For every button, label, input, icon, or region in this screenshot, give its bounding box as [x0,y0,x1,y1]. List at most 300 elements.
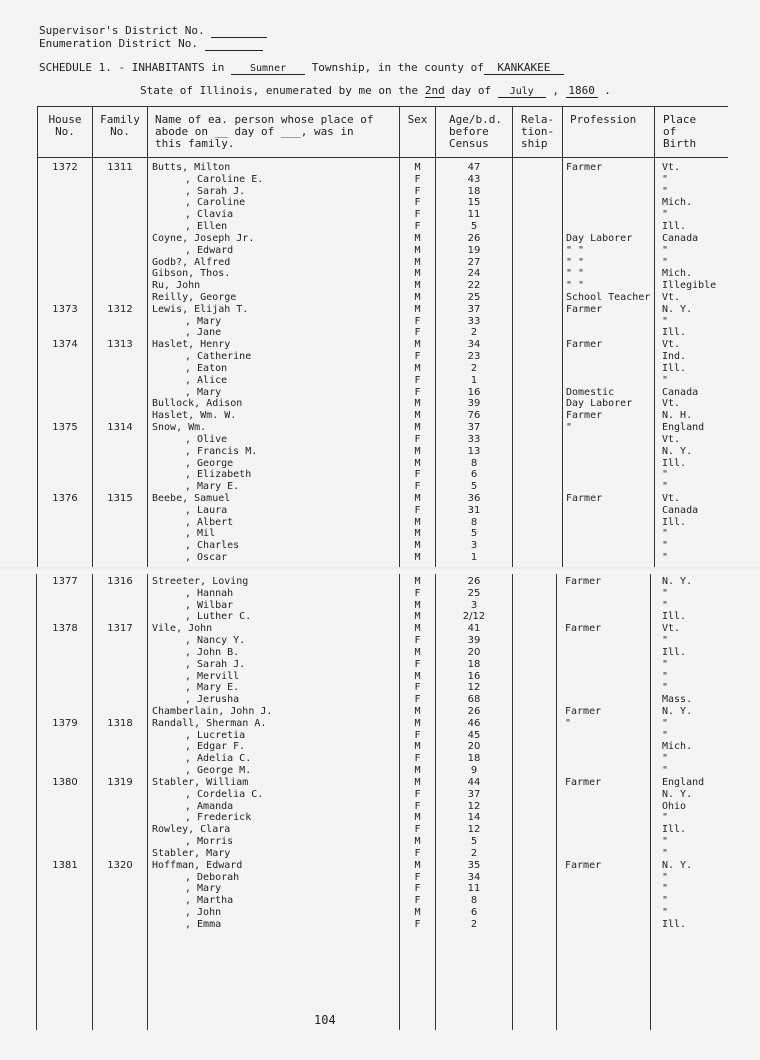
age-value: 2 [470,918,478,930]
birthplace-value: " [662,552,669,564]
age-value: 16 [467,670,481,682]
profession-value: Day Laborer [566,232,633,244]
enumeration-district-line [39,37,263,51]
person-name: , Sarah J. [185,658,246,670]
person-name: , Adelia C. [185,753,252,765]
header-bottom-rule [38,157,728,158]
age-value: 3 [470,540,478,552]
profession-value: Farmer [566,410,603,422]
birthplace-value: Ill. [662,327,687,339]
profession-value: " [566,422,573,434]
person-name: , Nancy Y. [185,635,246,647]
birthplace-value: " [662,481,669,493]
house-number: 1378 [52,623,78,635]
county-value: KANKAKEE [484,61,564,75]
person-name: , Mervill [185,670,240,682]
age-value: 1 [470,552,478,564]
age-value: 2 [470,327,478,339]
person-name: , George M. [185,765,252,777]
age-value: 18 [467,658,481,670]
age-value: 9 [470,765,478,777]
schedule-line [39,61,564,75]
person-name: , Edward [185,244,234,256]
age-value: 3 [470,599,478,611]
birthplace-value: N. Y. [662,445,693,457]
profession-value: " [565,717,572,729]
sex-value: F [414,871,421,883]
birthplace-value: " [662,658,669,670]
sex-value: F [414,918,421,930]
age-value: 25 [467,587,481,599]
age-value: 26 [467,576,481,587]
house-number: 1376 [52,492,78,504]
sex-value: M [414,303,421,315]
birthplace-value: " [662,599,669,611]
person-name: , Wilbar [185,599,234,611]
age-value: 20 [467,646,481,658]
person-name: , Edgar F. [185,741,246,753]
age-value: 11 [467,883,481,895]
sex-value: M [414,410,421,422]
col-header-relationship: Rela- tion- ship [521,113,555,150]
birthplace-value: England [662,776,705,788]
sex-value: F [414,729,421,741]
sex-value: M [414,623,421,635]
col-divider [512,574,513,1030]
person-name: , Elizabeth [185,469,252,481]
profession-value: Farmer [565,776,602,788]
age-value: 23 [467,351,481,363]
age-value: 16 [467,386,481,398]
person-name: , Clavia [185,209,234,221]
house-number: 1381 [52,859,78,871]
sex-value: M [414,812,421,824]
col-divider [147,106,148,572]
age-value: 34 [467,339,481,351]
birthplace-value: " [662,670,669,682]
sex-value: M [414,162,421,173]
person-name: , Mary [185,883,222,895]
sex-value: F [414,386,421,398]
profession-value: Farmer [565,576,602,587]
birthplace-value: N. Y. [662,788,693,800]
person-name: , Ellen [185,221,228,233]
age-value: 44 [467,776,481,788]
birthplace-value: " [662,753,669,765]
profession-value: Day Laborer [566,398,633,410]
sex-value: M [414,280,421,292]
person-name: , Sarah J. [185,185,246,197]
col-header-name: Name of ea. person whose place of abode on __ day of ___, was in this family. [155,113,374,150]
profession-value: Farmer [566,162,603,173]
birthplace-value: " [662,883,669,895]
sex-value: M [414,576,421,587]
person-name: Stabler, William [152,776,249,788]
person-name: , Charles [185,540,240,552]
person-name: , Laura [185,504,228,516]
person-name: , Francis M. [185,445,258,457]
birthplace-value: Mich. [662,197,693,209]
sex-value: M [414,398,421,410]
birthplace-value: N. H. [662,410,693,422]
sex-value: M [414,232,421,244]
sex-value: F [414,197,421,209]
age-value: 45 [467,729,481,741]
person-name: , Lucretia [185,729,246,741]
age-value: 5 [470,221,478,233]
age-value: 2/12 [462,611,486,623]
age-value: 41 [467,623,481,635]
age-value: 26 [467,232,481,244]
sex-value: F [414,824,421,836]
col-header-birthplace: Place of Birth [663,113,697,150]
birthplace-value: Ill. [662,516,687,528]
house-number: 1373 [52,303,78,315]
profession-value: Domestic [566,386,615,398]
birthplace-value: Ill. [662,646,687,658]
day-of-label: day of [451,84,492,97]
birthplace-value: " [662,847,669,859]
age-value: 1 [470,374,478,386]
age-value: 5 [470,481,478,493]
house-number: 1372 [52,162,78,173]
birthplace-value: Canada [662,504,699,516]
person-name: Randall, Sherman A. [152,717,267,729]
person-name: Haslet, Wm. W. [152,410,237,422]
person-name: , Jane [185,327,222,339]
supervisor-district-label: Supervisor's District No. [39,24,205,37]
sex-value: F [414,221,421,233]
family-number: 1320 [107,859,133,871]
person-name: Chamberlain, John J. [152,706,273,718]
person-name: , Mary [185,315,222,327]
person-name: Rowley, Clara [152,824,231,836]
age-value: 8 [470,457,478,469]
age-value: 22 [467,280,481,292]
col-header-profession: Profession [570,113,637,126]
age-value: 68 [467,694,481,706]
birthplace-value: " [662,682,669,694]
age-value: 8 [470,516,478,528]
profession-value: Farmer [565,623,602,635]
birthplace-value: " [662,173,669,185]
person-name: Stabler, Mary [152,847,231,859]
birthplace-value: Ill. [662,457,687,469]
age-value: 14 [467,812,481,824]
age-value: 18 [467,753,481,765]
sex-value: F [414,635,421,647]
sex-value: M [414,646,421,658]
family-number: 1313 [107,339,133,351]
col-divider [36,574,37,1030]
profession-value: Farmer [565,859,602,871]
sex-value: F [414,173,421,185]
birthplace-value: Vt. [662,433,681,445]
profession-value: " " [566,256,585,268]
age-value: 24 [467,268,481,280]
birthplace-value: " [662,469,669,481]
person-name: Ru, John [152,280,201,292]
age-value: 31 [467,504,481,516]
enumeration-district-label: Enumeration District No. [39,37,198,50]
sex-value: F [414,209,421,221]
sex-value: F [414,587,421,599]
page-number: 104 [314,1013,336,1027]
col-header-age: Age/b.d. before Census [449,113,502,150]
person-name: , Mary E. [185,682,240,694]
sex-value: F [414,883,421,895]
age-value: 2 [470,847,478,859]
col-divider [562,106,563,572]
birthplace-value: N. Y. [662,303,693,315]
sex-value: M [414,445,421,457]
birthplace-value: " [662,374,669,386]
age-value: 18 [467,185,481,197]
sex-value: F [414,658,421,670]
age-value: 20 [467,741,481,753]
person-name: , Morris [185,836,234,848]
birthplace-value: Vt. [662,398,681,410]
birthplace-value: Ohio [662,800,687,812]
age-value: 33 [467,315,481,327]
person-name: Snow, Wm. [152,422,207,434]
sex-value: F [414,694,421,706]
person-name: , Hannah [185,587,234,599]
person-name: Butts, Milton [152,162,231,173]
profession-value: " " [566,244,585,256]
person-name: , Cordelia C. [185,788,264,800]
birthplace-value: " [662,906,669,918]
age-value: 8 [470,895,478,907]
birthplace-value: Ill. [662,824,687,836]
age-value: 47 [467,162,481,173]
age-value: 15 [467,197,481,209]
person-name: Coyne, Joseph Jr. [152,232,255,244]
sex-value: M [414,599,421,611]
birthplace-value: " [662,635,669,647]
person-name: Reilly, George [152,292,237,304]
birthplace-value: England [662,422,705,434]
sex-value: M [414,552,421,564]
birthplace-value: " [662,244,669,256]
sex-value: M [414,859,421,871]
family-number: 1314 [107,422,133,434]
age-value: 46 [467,717,481,729]
person-name: , Oscar [185,552,228,564]
col-divider [556,574,557,1030]
sex-value: F [414,753,421,765]
person-name: Haslet, Henry [152,339,231,351]
sex-value: M [414,516,421,528]
age-value: 35 [467,859,481,871]
person-name: , Martha [185,895,234,907]
age-value: 36 [467,492,481,504]
sex-value: M [414,776,421,788]
age-value: 25 [467,292,481,304]
birthplace-value: " [662,812,669,824]
family-number: 1316 [107,576,133,587]
birthplace-value: N. Y. [662,859,693,871]
sex-value: F [414,374,421,386]
person-name: Bullock, Adison [152,398,243,410]
age-value: 39 [467,635,481,647]
col-header-sex: Sex [407,113,428,126]
col-header-house: House No. [48,113,82,138]
col-divider [147,574,148,1030]
age-value: 12 [467,800,481,812]
sex-value: F [414,315,421,327]
age-value: 43 [467,173,481,185]
sex-value: M [414,741,421,753]
birthplace-value: Vt. [662,292,681,304]
township-value: Sumner [231,63,305,75]
birthplace-value: Ind. [662,351,687,363]
sex-value: M [414,256,421,268]
family-number: 1311 [107,162,133,173]
birthplace-value: " [662,765,669,777]
year-value: 1860 [566,84,598,98]
col-divider [650,574,651,1030]
birthplace-value: " [662,256,669,268]
profession-value: Farmer [566,303,603,315]
family-number: 1318 [107,717,133,729]
birthplace-value: " [662,209,669,221]
profession-value: Farmer [565,706,602,718]
supervisor-district-line [39,24,267,38]
sex-value: M [414,422,421,434]
enumeration-district-blank [205,37,263,51]
sex-value: F [414,504,421,516]
sex-value: F [414,847,421,859]
age-value: 5 [470,836,478,848]
birthplace-value: N. Y. [662,706,693,718]
sex-value: F [414,433,421,445]
sex-value: M [414,611,421,623]
birthplace-value: " [662,871,669,883]
profession-value: School Teacher [566,292,651,304]
sex-value: M [414,717,421,729]
birthplace-value: Ill. [662,918,687,930]
age-value: 6 [470,906,478,918]
person-name: Gibson, Thos. [152,268,231,280]
house-number: 1380 [52,776,78,788]
person-name: , Jerusha [185,694,240,706]
birthplace-value: Ill. [662,221,687,233]
person-name: Vile, John [152,623,213,635]
birthplace-value: Ill. [662,611,687,623]
family-number: 1319 [107,776,133,788]
state-prefix: State of Illinois, enumerated by me on the [140,84,419,97]
sex-value: M [414,670,421,682]
age-value: 39 [467,398,481,410]
sex-value: F [414,682,421,694]
person-name: Streeter, Loving [152,576,249,587]
township-suffix: Township, in the county of [311,61,484,74]
age-value: 37 [467,422,481,434]
profession-value: " " [566,268,585,280]
age-value: 12 [467,824,481,836]
birthplace-value: Vt. [662,339,681,351]
birthplace-value: Ill. [662,362,687,374]
person-name: , John B. [185,646,240,658]
person-name: , Emma [185,918,222,930]
person-name: , Amanda [185,800,234,812]
person-name: , Alice [185,374,228,386]
birthplace-value: Mich. [662,268,693,280]
sex-value: M [414,268,421,280]
birthplace-value: " [662,836,669,848]
family-number: 1315 [107,492,133,504]
age-value: 6 [470,469,478,481]
age-value: 19 [467,244,481,256]
person-name: , Frederick [185,812,252,824]
month-value: July [498,86,546,98]
sex-value: F [414,788,421,800]
sex-value: M [414,540,421,552]
sex-value: M [414,457,421,469]
col-header-family: Family No. [100,113,140,138]
birthplace-value: Vt. [662,623,681,635]
birthplace-value: " [662,717,669,729]
schedule-prefix: SCHEDULE 1. - INHABITANTS in [39,61,225,74]
birthplace-value: " [662,895,669,907]
supervisor-district-blank [211,24,267,38]
sex-value: M [414,906,421,918]
sex-value: M [414,836,421,848]
sex-value: M [414,706,421,718]
family-number: 1312 [107,303,133,315]
sex-value: F [414,469,421,481]
birthplace-value: Vt. [662,162,681,173]
age-value: 34 [467,871,481,883]
table-top-rule [38,106,728,107]
sex-value: M [414,765,421,777]
age-value: 33 [467,433,481,445]
profession-value: Farmer [566,492,603,504]
age-value: 37 [467,303,481,315]
person-name: , Caroline [185,197,246,209]
sex-value: F [414,895,421,907]
day-value: 2nd [424,84,445,97]
sex-value: M [414,362,421,374]
birthplace-value: Canada [662,386,699,398]
sex-value: F [414,481,421,493]
age-value: 76 [467,410,481,422]
person-name: , Mary [185,386,222,398]
col-divider [92,574,93,1030]
birthplace-value: Vt. [662,492,681,504]
birthplace-value: " [662,528,669,540]
birthplace-value: " [662,315,669,327]
person-name: , George [185,457,234,469]
sex-value: M [414,528,421,540]
sex-value: F [414,800,421,812]
birthplace-value: Mass. [662,694,693,706]
person-name: Beebe, Samuel [152,492,231,504]
person-name: , Caroline E. [185,173,264,185]
person-name: , Mary E. [185,481,240,493]
age-value: 37 [467,788,481,800]
birthplace-value: Canada [662,232,699,244]
person-name: , Mil [185,528,216,540]
birthplace-value: " [662,587,669,599]
person-name: Lewis, Elijah T. [152,303,249,315]
sex-value: M [414,339,421,351]
person-name: Hoffman, Edward [152,859,243,871]
end-dot: . [604,84,611,97]
age-value: 5 [470,528,478,540]
birthplace-value: " [662,185,669,197]
